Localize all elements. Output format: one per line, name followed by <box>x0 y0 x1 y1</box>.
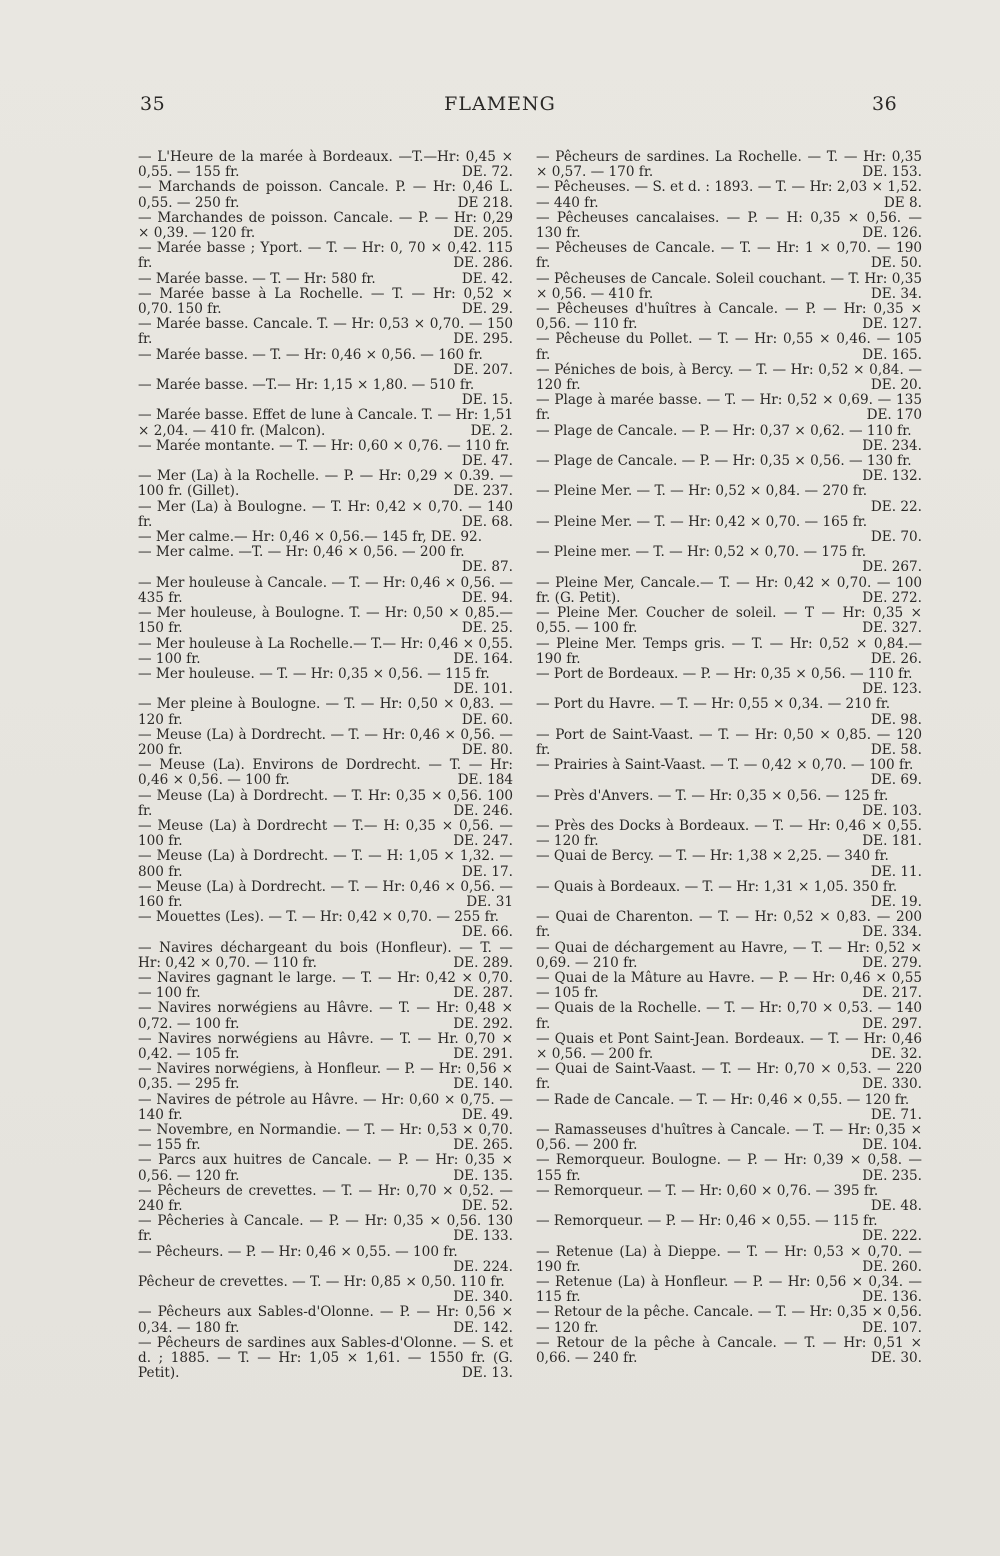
entry-text: — Quais à Bordeaux. — T. — Hr: 1,31 × 1,05. 350 fr. <box>536 878 898 895</box>
catalogue-entry <box>138 971 513 1001</box>
entry-text: — Pêcheuses de Cancale. Soleil couchant. — T. Hr: 0,35 × 0,56. — 410 fr. <box>536 270 922 302</box>
catalogue-entry <box>536 789 922 819</box>
catalogue-entry <box>138 941 513 971</box>
catalogue-entry <box>536 941 922 971</box>
catalogue-entry <box>536 637 922 667</box>
entry-text: — Près des Docks à Bordeaux. — T. — Hr: 0,46 × 0,55. — 120 fr. <box>536 817 922 850</box>
entry-text: — Plage de Cancale. — P. — Hr: 0,35 × 0,56. — 130 fr. <box>536 453 912 470</box>
entry-text: — Marchands de poisson. Cancale. P. — Hr: 0,46 L. 0,55. — 250 fr. <box>138 179 513 211</box>
entry-reference: DE. 135. <box>453 1167 513 1184</box>
entry-text: — Pêcheuses. — S. et d. : 1893. — T. — Hr: 2,03 × 1,52. — 440 fr. <box>536 179 922 211</box>
entry-reference: DE. 181. <box>862 833 922 850</box>
catalogue-entry <box>536 880 922 910</box>
entry-reference: DE. 247. <box>453 833 513 850</box>
entry-text: — Ramasseuses d'huîtres à Cancale. — T. — Hr: 0,35 × 0,56. — 200 fr. <box>536 1122 922 1154</box>
catalogue-entry <box>138 667 513 697</box>
catalogue-entry <box>536 1184 922 1214</box>
entry-reference: DE. 234. <box>862 437 922 454</box>
catalogue-entry <box>138 150 513 180</box>
entry-text: — Port de Bordeaux. — P. — Hr: 0,35 × 0,56. — 110 fr. <box>536 665 913 682</box>
catalogue-entry <box>138 408 513 438</box>
catalogue-entry <box>536 819 922 849</box>
entry-reference: DE. 340. <box>453 1289 513 1306</box>
entry-reference: DE. 80. <box>461 741 513 758</box>
left-page-number: 35 <box>140 93 166 115</box>
entry-text: — Pleine Mer. Temps gris. — T. — Hr: 0,52 × 0,84.— 190 fr. <box>536 635 922 667</box>
entry-text: — L'Heure de la marée à Bordeaux. —T.—Hr: 0,45 × 0,55. — 155 fr. <box>138 149 513 181</box>
catalogue-entry <box>138 697 513 727</box>
entry-reference: DE. 127. <box>862 316 922 333</box>
catalogue-entry <box>536 1305 922 1335</box>
entry-text: — Remorqueur. — P. — Hr: 0,46 × 0,55. — 115 fr. <box>536 1213 878 1230</box>
entry-reference: DE. 22. <box>870 498 922 515</box>
catalogue-entry <box>536 1245 922 1275</box>
entry-text: — Navires gagnant le large. — T. — Hr: 0,42 × 0,70. — 100 fr. <box>138 969 513 1002</box>
entry-reference: DE. 126. <box>862 225 922 242</box>
entry-text: — Remorqueur. — T. — Hr: 0,60 × 0,76. — 395 fr. <box>536 1182 879 1199</box>
entry-text: — Retour de la pêche à Cancale. — T. — Hr: 0,51 × 0,66. — 240 fr. <box>536 1334 922 1367</box>
entry-reference: DE. 17. <box>461 863 513 880</box>
catalogue-entry <box>138 1305 513 1335</box>
catalogue-entry <box>536 424 922 454</box>
catalogue-entry <box>536 1093 922 1123</box>
entry-text: — Marée montante. — T. — Hr: 0,60 × 0,76. — 110 fr. <box>138 437 510 454</box>
entry-text: — Plage de Cancale. — P. — Hr: 0,37 × 0,62. — 110 fr. <box>536 422 912 439</box>
entry-reference: DE. 265. <box>453 1137 513 1154</box>
catalogue-entry <box>138 1214 513 1244</box>
catalogue-entry <box>536 545 922 575</box>
catalogue-entry <box>138 272 513 287</box>
entry-text: — Quais et Pont Saint-Jean. Bordeaux. — T. — Hr: 0,46 × 0,56. — 200 fr. <box>536 1030 922 1062</box>
entry-reference: DE. 20. <box>870 377 922 394</box>
catalogue-entry <box>138 241 513 271</box>
entry-text: — Pleine Mer. Coucher de soleil. — T — Hr: 0,35 × 0,55. — 100 fr. <box>536 605 922 637</box>
entry-text: — Pêcheuse du Pollet. — T. — Hr: 0,55 × 0,46. — 105 fr. <box>536 331 922 363</box>
catalogue-entry <box>138 789 513 819</box>
entry-text: Pêcheur de crevettes. — T. — Hr: 0,85 × 0,50. 110 fr. <box>138 1274 505 1291</box>
entry-text: — Mer calme. —T. — Hr: 0,46 × 0,56. — 200 fr. <box>138 544 465 561</box>
catalogue-entry <box>536 1032 922 1062</box>
catalogue-entry <box>536 910 922 940</box>
entry-text: — Mer (La) à Boulogne. — T. Hr: 0,42 × 0,70. — 140 fr. <box>138 498 513 530</box>
entry-reference: DE. 49. <box>461 1106 513 1123</box>
entry-text: — Meuse (La). Environs de Dordrecht. — T. — Hr: 0,46 × 0,56. — 100 fr. <box>138 757 513 789</box>
entry-text: — Péniches de bois, à Bercy. — T. — Hr: 0,52 × 0,84. — 120 fr. <box>536 361 922 394</box>
entry-text: — Pêcheurs de sardines. La Rochelle. — T. — Hr: 0,35 × 0,57. — 170 fr. <box>536 149 922 181</box>
entry-text: — Navires de pétrole au Hâvre. — Hr: 0,60 × 0,75. — 140 fr. <box>138 1091 513 1123</box>
entry-reference: DE. 32. <box>870 1045 922 1062</box>
entry-text: — Marée basse. — T. — Hr: 580 fr. <box>138 270 376 287</box>
entry-reference: DE. 47. <box>461 453 513 470</box>
catalogue-entry <box>138 378 513 408</box>
catalogue-entry <box>138 1336 513 1382</box>
catalogue-entry <box>138 545 513 575</box>
entry-reference: DE. 334. <box>862 924 922 941</box>
catalogue-entry <box>536 1153 922 1183</box>
entry-reference: DE. 19. <box>870 893 922 910</box>
entry-reference: DE. 72. <box>461 164 513 181</box>
entry-reference: DE. 164. <box>453 650 513 667</box>
entry-reference: DE. 31 <box>466 893 513 910</box>
entry-text: — Marée basse ; Yport. — T. — Hr: 0, 70 × 0,42. 115 fr. <box>138 240 513 272</box>
entry-reference: DE. 66. <box>461 924 513 941</box>
entry-reference: DE. 330. <box>862 1076 922 1093</box>
entry-text: — Marée basse. Effet de lune à Cancale. T. — Hr: 1,51 × 2,04. — 410 fr. (Malcon). <box>138 407 513 439</box>
entry-reference: DE. 26. <box>870 650 922 667</box>
catalogue-entry <box>138 1153 513 1183</box>
catalogue-entry <box>536 1214 922 1244</box>
catalogue-entry <box>138 1123 513 1153</box>
catalogue-entry <box>536 697 922 727</box>
entry-reference: DE. 286. <box>453 255 513 272</box>
catalogue-entry <box>138 500 513 530</box>
entry-text: — Marée basse à La Rochelle. — T. — Hr: 0,52 × 0,70. 150 fr. <box>138 285 513 318</box>
entry-text: — Navires norwégiens au Hâvre. — T. — Hr. 0,70 × 0,42. — 105 fr. <box>138 1030 513 1062</box>
entry-reference: DE. 272. <box>862 589 922 606</box>
page-title: FLAMENG <box>444 93 556 115</box>
entry-text: — Marchandes de poisson. Cancale. — P. — Hr: 0,29 × 0,39. — 120 fr. <box>138 209 513 242</box>
entry-text: — Mer houleuse. — T. — Hr: 0,35 × 0,56. — 115 fr. <box>138 665 490 682</box>
entry-reference: DE. 42. <box>461 270 513 287</box>
entry-reference: DE. 132. <box>862 468 922 485</box>
entry-reference: DE. 2. <box>470 422 513 439</box>
entry-reference: DE. 98. <box>870 711 922 728</box>
entry-reference: DE. 297. <box>862 1015 922 1032</box>
entry-text: — Navires norwégiens, à Honfleur. — P. — Hr: 0,56 × 0,35. — 295 fr. <box>138 1061 513 1093</box>
entry-text: — Marée basse. — T. — Hr: 0,46 × 0,56. — 160 fr. <box>138 346 483 363</box>
catalogue-entry <box>536 150 922 180</box>
entry-reference: DE. 142. <box>453 1319 513 1336</box>
entry-text: — Parcs aux huitres de Cancale. — P. — Hr: 0,35 × 0,56. — 120 fr. <box>138 1152 513 1184</box>
catalogue-entry <box>138 728 513 758</box>
entry-reference: DE. 101. <box>453 681 513 698</box>
entry-text: — Meuse (La) à Dordrecht. — T. — Hr: 0,46 × 0,56. — 160 fr. <box>138 878 513 910</box>
catalogue-entry <box>138 1245 513 1275</box>
entry-reference: DE. 279. <box>862 954 922 971</box>
entry-reference: DE. 235. <box>862 1167 922 1184</box>
entry-text: — Remorqueur. Boulogne. — P. — Hr: 0,39 × 0,58. — 155 fr. <box>536 1152 922 1184</box>
entry-text: — Prairies à Saint-Vaast. — T. — 0,42 × 0,70. — 100 fr. <box>536 757 914 774</box>
catalogue-entry <box>138 348 513 378</box>
catalogue-entry <box>536 515 922 545</box>
entry-text: — Pêcheurs aux Sables-d'Olonne. — P. — Hr: 0,56 × 0,34. — 180 fr. <box>138 1304 513 1336</box>
entry-reference: DE. 205. <box>453 225 513 242</box>
catalogue-entry <box>138 530 513 545</box>
catalogue-entry <box>138 1032 513 1062</box>
entry-text: — Pêcheurs de sardines aux Sables-d'Olonne. — S. et d. ; 1885. — T. — Hr: 1,05 × 1,61. — 1550 fr. (G. Petit). <box>138 1334 513 1382</box>
right-column <box>536 150 922 1366</box>
catalogue-entry <box>536 454 922 484</box>
entry-reference: DE. 133. <box>453 1228 513 1245</box>
entry-reference: DE. 94. <box>461 589 513 606</box>
entry-reference: DE. 34. <box>870 285 922 302</box>
catalogue-entry <box>536 606 922 636</box>
entry-text: — Pêcheries à Cancale. — P. — Hr: 0,35 × 0,56. 130 fr. <box>138 1213 513 1245</box>
catalogue-entry <box>536 971 922 1001</box>
entry-reference: DE. 50. <box>870 255 922 272</box>
entry-reference: DE. 15. <box>461 392 513 409</box>
entry-reference: DE. 68. <box>461 513 513 530</box>
entry-reference: DE. 11. <box>870 863 922 880</box>
entry-reference: DE. 69. <box>870 772 922 789</box>
catalogue-entry <box>536 1275 922 1305</box>
catalogue-entry <box>536 667 922 697</box>
entry-text: — Marée basse. Cancale. T. — Hr: 0,53 × 0,70. — 150 fr. <box>138 316 513 348</box>
entry-reference: DE. 136. <box>862 1289 922 1306</box>
catalogue-entry <box>138 606 513 636</box>
entry-text: — Près d'Anvers. — T. — Hr: 0,35 × 0,56. — 125 fr. <box>536 787 889 804</box>
catalogue-entry <box>536 393 922 423</box>
entry-text: — Pêcheuses d'huîtres à Cancale. — P. — Hr: 0,35 × 0,56. — 110 fr. <box>536 301 922 333</box>
entry-text: — Quai de Saint-Vaast. — T. — Hr: 0,70 × 0,53. — 220 fr. <box>536 1061 922 1093</box>
entry-text: — Mer (La) à la Rochelle. — P. — Hr: 0,29 × 0.39. — 100 fr. (Gillet). <box>138 468 513 500</box>
entry-reference: DE. 71. <box>870 1106 922 1123</box>
catalogue-entry <box>138 180 513 210</box>
entry-text: — Marée basse. —T.— Hr: 1,15 × 1,80. — 510 fr. <box>138 377 475 394</box>
entry-reference: DE. 217. <box>862 985 922 1002</box>
catalogue-entry <box>536 484 922 514</box>
entry-reference: DE. 295. <box>453 331 513 348</box>
right-page-number: 36 <box>872 93 898 115</box>
entry-text: — Mer houleuse à La Rochelle.— T.— Hr: 0,46 × 0,55. — 100 fr. <box>138 635 513 667</box>
entry-reference: DE. 48. <box>870 1198 922 1215</box>
entry-text: — Novembre, en Normandie. — T. — Hr: 0,53 × 0,70. — 155 fr. <box>138 1122 513 1154</box>
entry-text: — Pleine Mer. — T. — Hr: 0,52 × 0,84. — 270 fr. <box>536 483 868 500</box>
entry-text: — Meuse (La) à Dordrecht. — T. — Hr: 0,46 × 0,56. — 200 fr. <box>138 726 513 758</box>
entry-reference: DE 218. <box>457 194 513 211</box>
entry-text: — Port de Saint-Vaast. — T. — Hr: 0,50 × 0,85. — 120 fr. <box>536 726 922 758</box>
entry-reference: DE. 30. <box>870 1350 922 1367</box>
entry-reference: DE 8. <box>883 194 922 211</box>
entry-text: — Rade de Cancale. — T. — Hr: 0,46 × 0,55. — 120 fr. <box>536 1091 910 1108</box>
entry-text: — Navires norwégiens au Hâvre. — T. — Hr: 0,48 × 0,72. — 100 fr. <box>138 1000 513 1032</box>
catalogue-entry <box>138 287 513 317</box>
entry-text: — Retenue (La) à Honfleur. — P. — Hr: 0,56 × 0,34. — 115 fr. <box>536 1274 922 1306</box>
entry-text: — Mer houleuse, à Boulogne. T. — Hr: 0,50 × 0,85.— 150 fr. <box>138 605 513 637</box>
entry-reference: DE. 13. <box>461 1365 513 1382</box>
catalogue-entry <box>536 1062 922 1092</box>
entry-text: — Pêcheuses cancalaises. — P. — H: 0,35 × 0,56. — 130 fr. <box>536 209 922 242</box>
entry-reference: DE. 140. <box>453 1076 513 1093</box>
entry-text: — Quai de Charenton. — T. — Hr: 0,52 × 0,83. — 200 fr. <box>536 909 922 941</box>
entry-reference: DE. 287. <box>453 985 513 1002</box>
catalogue-entry <box>138 439 513 469</box>
catalogue-entry <box>138 317 513 347</box>
entry-text: — Mer houleuse à Cancale. — T. — Hr: 0,46 × 0,56. — 435 fr. <box>138 574 513 606</box>
entry-reference: DE. 222. <box>862 1228 922 1245</box>
entry-reference: DE. 107. <box>862 1319 922 1336</box>
catalogue-entry <box>138 211 513 241</box>
entry-text: — Quai de Bercy. — T. — Hr: 1,38 × 2,25. — 340 fr. <box>536 848 889 865</box>
entry-reference: DE. 123. <box>862 681 922 698</box>
catalogue-entry <box>138 758 513 788</box>
entry-text: — Meuse (La) à Dordrecht. — T. — H: 1,05 × 1,32. — 800 fr. <box>138 848 513 880</box>
entry-text: — Pleine Mer, Cancale.— T. — Hr: 0,42 × 0,70. — 100 fr. (G. Petit). <box>536 574 922 606</box>
entry-text: — Quai de la Mâture au Havre. — P. — Hr: 0,46 × 0,55 — 105 fr. <box>536 969 922 1002</box>
entry-reference: DE. 165. <box>862 346 922 363</box>
catalogue-entry <box>138 576 513 606</box>
entry-reference: DE. 52. <box>461 1198 513 1215</box>
entry-reference: DE. 170 <box>866 407 922 424</box>
catalogue-entry <box>536 1336 922 1366</box>
entry-reference: DE. 184 <box>457 772 513 789</box>
catalogue-entry <box>536 332 922 362</box>
entry-reference: DE. 153. <box>862 164 922 181</box>
catalogue-entry <box>138 637 513 667</box>
entry-text: — Pleine Mer. — T. — Hr: 0,42 × 0,70. — 165 fr. <box>536 513 868 530</box>
entry-text: — Retour de la pêche. Cancale. — T. — Hr: 0,35 × 0,56. — 120 fr. <box>536 1304 922 1336</box>
entry-reference: DE. 267. <box>862 559 922 576</box>
catalogue-entry <box>536 272 922 302</box>
entry-text: — Quai de déchargement au Havre, — T. — Hr: 0,52 × 0,69. — 210 fr. <box>536 939 922 971</box>
catalogue-entry <box>536 576 922 606</box>
catalogue-entry <box>536 849 922 879</box>
entry-reference: DE. 260. <box>862 1258 922 1275</box>
catalogue-entry <box>536 728 922 758</box>
entry-reference: DE. 58. <box>870 741 922 758</box>
catalogue-entry <box>138 1062 513 1092</box>
catalogue-entry <box>536 1123 922 1153</box>
entry-reference: DE. 237. <box>453 483 513 500</box>
catalogue-entry <box>536 241 922 271</box>
entry-reference: DE. 104. <box>862 1137 922 1154</box>
entry-text: — Pêcheuses de Cancale. — T. — Hr: 1 × 0,70. — 190 fr. <box>536 240 922 272</box>
entry-text: — Retenue (La) à Dieppe. — T. — Hr: 0,53 × 0,70. — 190 fr. <box>536 1243 922 1275</box>
entry-reference: DE. 224. <box>453 1258 513 1275</box>
entry-text: — Mouettes (Les). — T. — Hr: 0,42 × 0,70. — 255 fr. <box>138 909 499 926</box>
entry-text: — Meuse (La) à Dordrecht — T.— H: 0,35 × 0,56. — 100 fr. <box>138 817 513 850</box>
entry-text: — Pêcheurs de crevettes. — T. — Hr: 0,70 × 0,52. — 240 fr. <box>138 1182 513 1215</box>
catalogue-entry <box>536 758 922 788</box>
catalogue-entry <box>138 1184 513 1214</box>
entry-reference: DE. 60. <box>461 711 513 728</box>
entry-text: — Meuse (La) à Dordrecht. — T. Hr: 0,35 × 0,56. 100 fr. <box>138 787 513 819</box>
catalogue-entry <box>536 1001 922 1031</box>
entry-text: — Mer calme.— Hr: 0,46 × 0,56.— 145 fr, DE. 92. <box>138 529 483 546</box>
catalogue-entry <box>138 1001 513 1031</box>
entry-reference: DE. 207. <box>453 361 513 378</box>
catalogue-entry <box>536 180 922 210</box>
catalogue-entry <box>138 469 513 499</box>
entry-text: — Plage à marée basse. — T. — Hr: 0,52 × 0,69. — 135 fr. <box>536 392 922 424</box>
entry-reference: DE. 327. <box>862 620 922 637</box>
catalogue-entry <box>138 1275 513 1305</box>
catalogue-entry <box>536 211 922 241</box>
catalogue-entry <box>138 880 513 910</box>
entry-reference: DE. 29. <box>461 301 513 318</box>
entry-text: — Navires déchargeant du bois (Honfleur). — T. — Hr: 0,42 × 0,70. — 110 fr. <box>138 939 513 971</box>
catalogue-entry <box>138 910 513 940</box>
catalogue-entry <box>536 363 922 393</box>
entry-reference: DE. 103. <box>862 802 922 819</box>
catalogue-entry <box>138 1093 513 1123</box>
catalogue-entry <box>138 819 513 849</box>
entry-text: — Pleine mer. — T. — Hr: 0,52 × 0,70. — 175 fr. <box>536 544 867 561</box>
entry-reference: DE. 292. <box>453 1015 513 1032</box>
entry-text: — Pêcheurs. — P. — Hr: 0,46 × 0,55. — 100 fr. <box>138 1243 458 1260</box>
entry-text: — Quais de la Rochelle. — T. — Hr: 0,70 × 0,53. — 140 fr. <box>536 1000 922 1032</box>
catalogue-entry <box>138 849 513 879</box>
entry-reference: DE. 70. <box>870 529 922 546</box>
entry-reference: DE. 291. <box>453 1045 513 1062</box>
catalogue-entry <box>536 302 922 332</box>
left-column <box>138 150 513 1381</box>
entry-text: — Port du Havre. — T. — Hr: 0,55 × 0,34. — 210 fr. <box>536 696 891 713</box>
entry-reference: DE. 289. <box>453 954 513 971</box>
entry-text: — Mer pleine à Boulogne. — T. — Hr: 0,50 × 0,83. — 120 fr. <box>138 696 513 728</box>
entry-reference: DE. 246. <box>453 802 513 819</box>
entry-reference: DE. 87. <box>461 559 513 576</box>
entry-reference: DE. 25. <box>461 620 513 637</box>
